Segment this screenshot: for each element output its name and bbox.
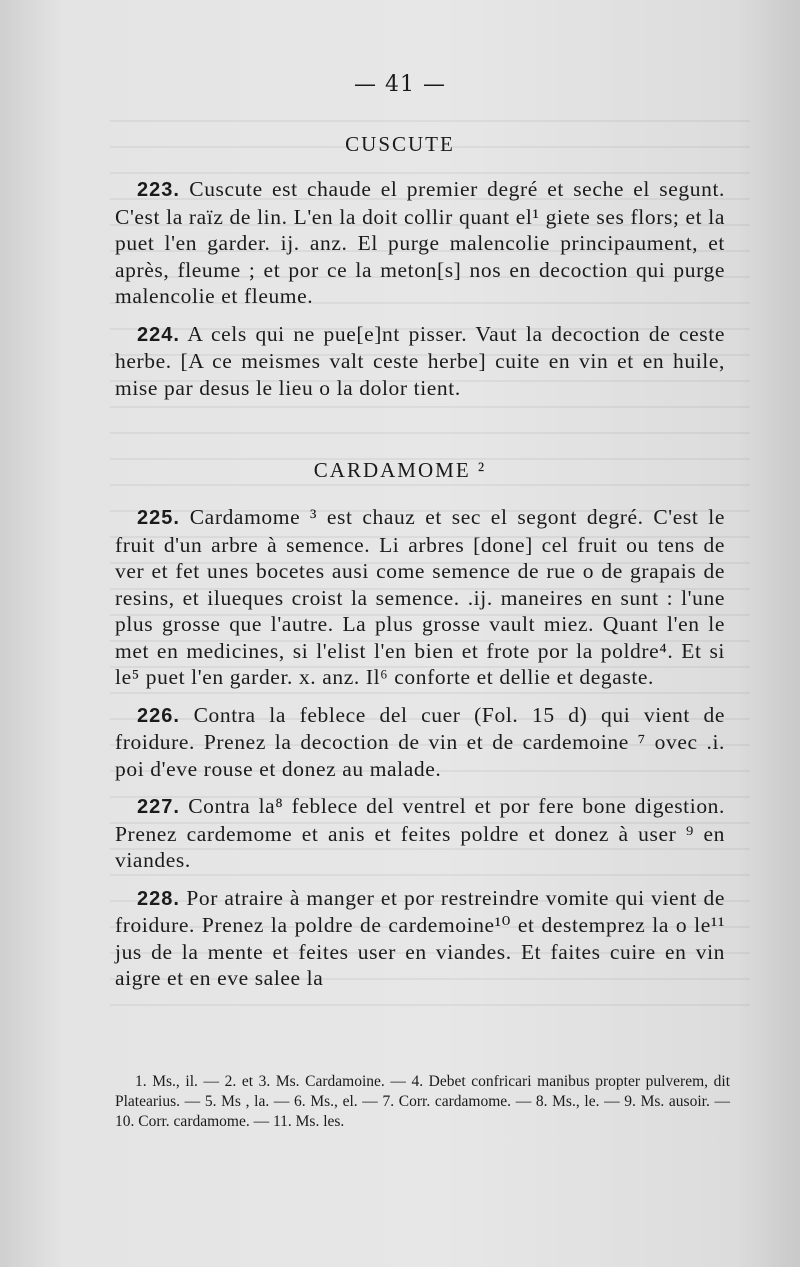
paragraph-number: 226.: [137, 704, 180, 727]
paragraph-number: 228.: [137, 887, 180, 910]
section-title-cuscute: CUSCUTE: [345, 132, 455, 156]
section-body-cardamome: [115, 504, 725, 1003]
footnotes: 1. Ms., il. — 2. et 3. Ms. Cardamoine. — 4. Debet confricari manibus propter pulverem, dit Platearius. — 5. Ms , la. — 6. Ms., el. — 7. Corr. cardamome. — 8. Ms., le. — 9. Ms. ausoir. — 10. Corr. cardamome. — 11. Ms. les.: [115, 1073, 730, 1130]
paragraph-number: 224.: [137, 323, 180, 346]
section-title-cardamome: CARDAMOME ²: [313, 458, 487, 482]
paragraph-text: Cardamome ³ est chauz et sec el segont degré. C'est le fruit d'un arbre à semence. Li arbres [done] cel fruit ou tens de ver et fet unes bocetes ausi come semence de rue o de grapais de resins, et ilueques croist la semence. .ij. maneires en sunt : l'une plus grosse que l'autre. La plus grosse vault miez. Quant l'en le met en medicines, si l'elist l'en bien et frote por la poldre⁴. Et si le⁵ puet l'en garder. x. anz. Il⁶ conforte et dellie et degaste.: [115, 505, 725, 689]
paragraph-225: [115, 504, 725, 691]
page-number: — 41 —: [354, 72, 446, 97]
paragraph-text: Por atraire à manger et por restreindre vomite qui vient de froidure. Prenez la poldre de cardemoine¹⁰ et destemprez la o le¹¹ jus de la mente et feites user en viandes. Et faites cuire en vin aigre et en eve salee la: [115, 885, 725, 990]
paragraph-223: [115, 176, 725, 310]
paragraph-text: Contra la feblece del cuer (Fol. 15 d) qui vient de froidure. Prenez la decoction de vin et de cardemoine ⁷ ovec .i. poi d'eve rouse et donez au malade.: [115, 702, 726, 781]
paragraph-number: 223.: [137, 179, 180, 201]
paragraph-text: Cuscute est chaude el premier degré et seche el segunt. C'est la raïz de lin. L'en la doit collir quant el¹ giete ses flors; et la puet l'en garder. ij. anz. El purge malencolie principaument, et après, fleume ; et por ce la meton[s] nos en decoction qui purge malencolie et fleume.: [115, 177, 725, 308]
paragraph-text: A cels qui ne pue[e]nt pisser. Vaut la decoction de ceste herbe. [A ce meismes valt ceste herbe] cuite en vin et en huile, mise par desus le lieu o la dolor tient.: [115, 321, 725, 400]
paragraph-number: 227.: [137, 796, 180, 818]
paragraph-228: [115, 885, 725, 992]
paragraph-227: [115, 793, 725, 874]
section-body-cuscute: [115, 176, 725, 412]
paragraph-number: 225.: [137, 507, 180, 529]
paragraph-226: [115, 702, 725, 783]
paragraph-224: [115, 321, 725, 402]
paragraph-text: Contra la⁸ feblece del ventrel et por fere bone digestion. Prenez cardemome et anis et feites poldre et donez à user ⁹ en viandes.: [115, 794, 725, 872]
